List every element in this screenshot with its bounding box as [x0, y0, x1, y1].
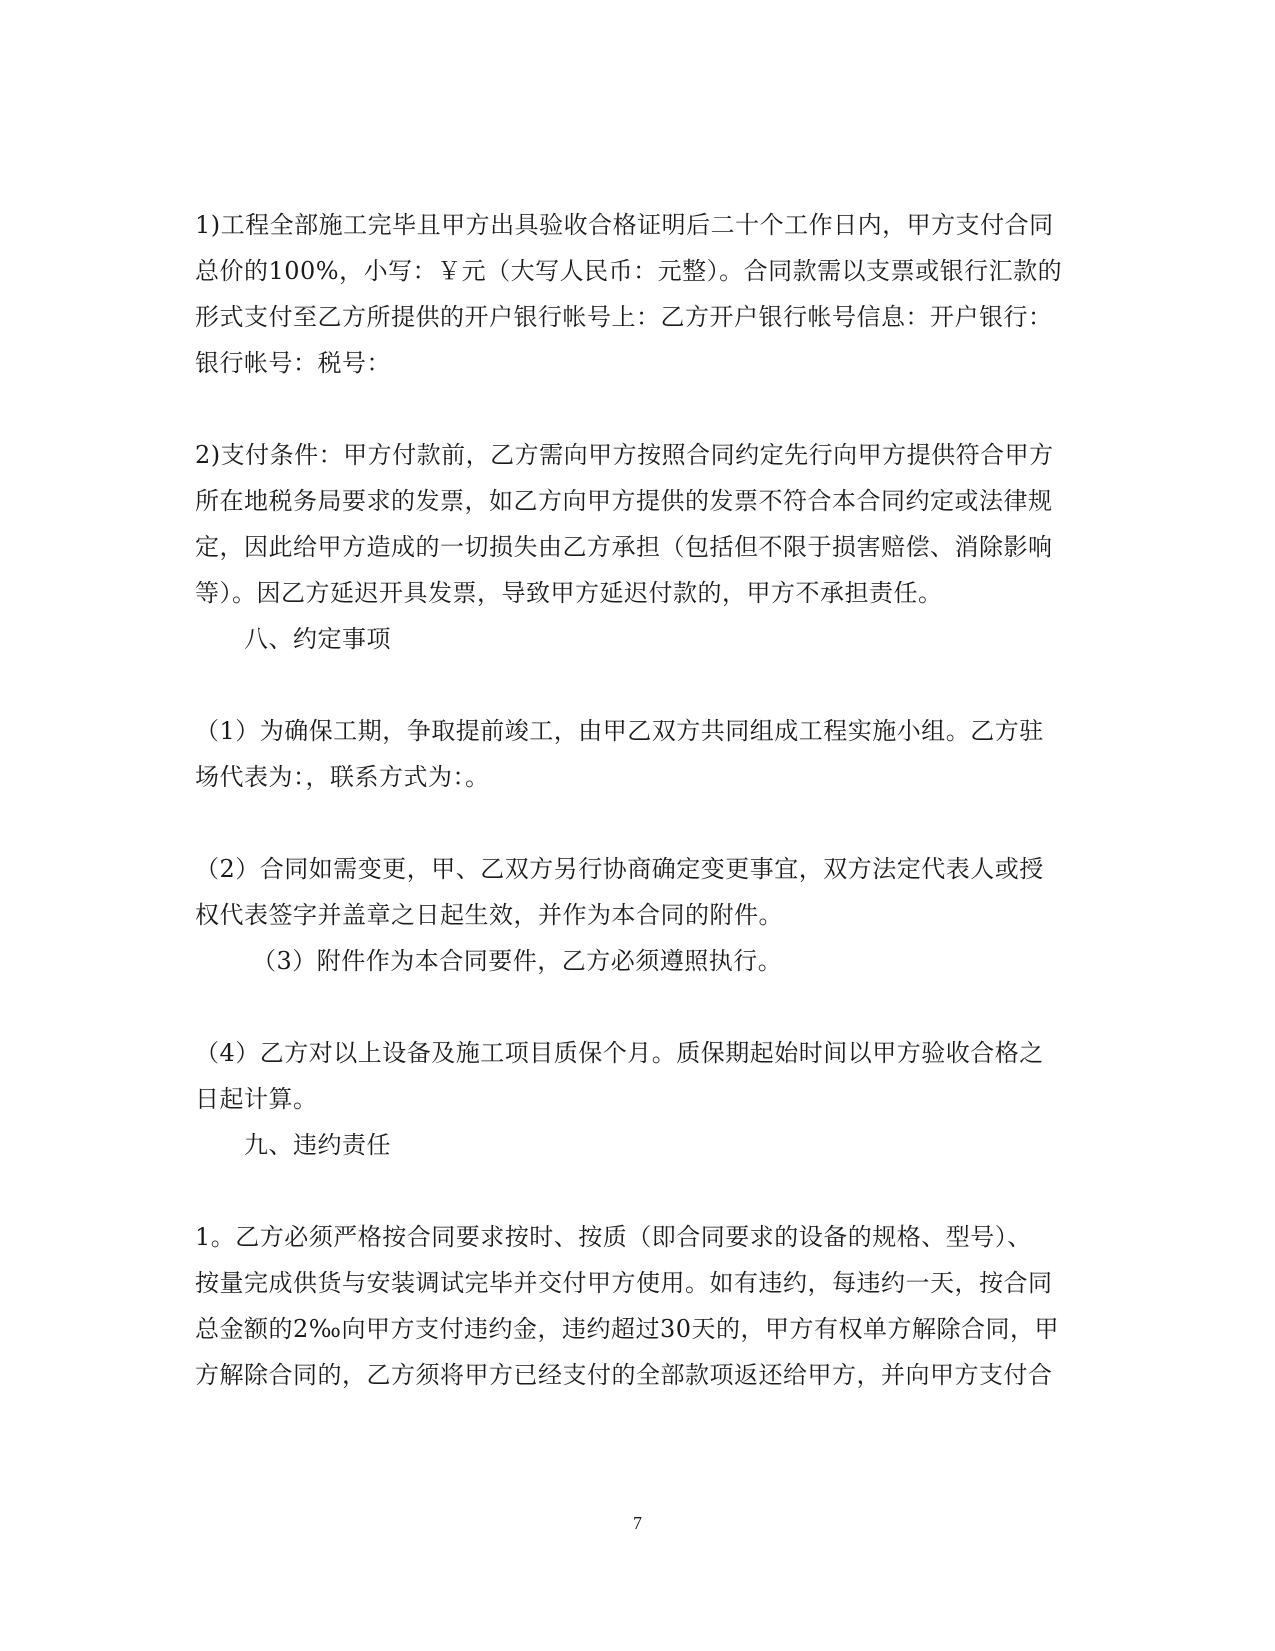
section-heading: 九、违约责任: [244, 1131, 391, 1159]
paragraph-line: 总金额的2‰向甲方支付违约金，违约超过30天的，甲方有权单方解除合同，甲: [195, 1315, 1060, 1343]
paragraph-line: 按量完成供货与安装调试完毕并交付甲方使用。如有违约，每违约一天，按合同: [195, 1269, 1053, 1297]
paragraph-line: 等）。因乙方延迟开具发票，导致甲方延迟付款的，甲方不承担责任。: [195, 579, 943, 607]
paragraph-line: 形式支付至乙方所提供的开户银行帐号上：乙方开户银行帐号信息：开户银行：: [195, 303, 1053, 331]
section-heading: 八、约定事项: [244, 625, 391, 653]
paragraph-line: （4）乙方对以上设备及施工项目质保个月。质保期起始时间以甲方验收合格之: [195, 1039, 1044, 1067]
paragraph-line: 所在地税务局要求的发票，如乙方向甲方提供的发票不符合本合同约定或法律规: [195, 487, 1053, 515]
paragraph-line: 定，因此给甲方造成的一切损失由乙方承担（包括但不限于损害赔偿、消除影响: [195, 533, 1053, 561]
paragraph-line: 场代表为：，联系方式为：。: [195, 763, 490, 791]
paragraph-line: 银行帐号：税号：: [195, 349, 391, 377]
paragraph-line: （2）合同如需变更，甲、乙双方另行协商确定变更事宜，双方法定代表人或授: [195, 855, 1044, 883]
page-number: 7: [633, 1513, 642, 1533]
paragraph-line: 总价的100%，小写：￥元（大写人民币：元整）。合同款需以支票或银行汇款的: [195, 257, 1063, 285]
paragraph-line: 1)工程全部施工完毕且甲方出具验收合格证明后二十个工作日内，甲方支付合同: [195, 211, 1054, 239]
paragraph-line: 权代表签字并盖章之日起生效，并作为本合同的附件。: [195, 901, 783, 929]
paragraph-line: 方解除合同的，乙方须将甲方已经支付的全部款项返还给甲方，并向甲方支付合: [195, 1361, 1053, 1389]
paragraph-line: 1。乙方必须严格按合同要求按时、按质（即合同要求的设备的规格、型号）、: [195, 1223, 1032, 1251]
paragraph-line: 日起计算。: [195, 1085, 318, 1113]
paragraph-line: （1）为确保工期，争取提前竣工，由甲乙双方共同组成工程实施小组。乙方驻: [195, 717, 1044, 745]
paragraph-line: （3）附件作为本合同要件，乙方必须遵照执行。: [252, 947, 783, 975]
paragraph-line: 2)支付条件：甲方付款前，乙方需向甲方按照合同约定先行向甲方提供符合甲方: [195, 441, 1054, 469]
